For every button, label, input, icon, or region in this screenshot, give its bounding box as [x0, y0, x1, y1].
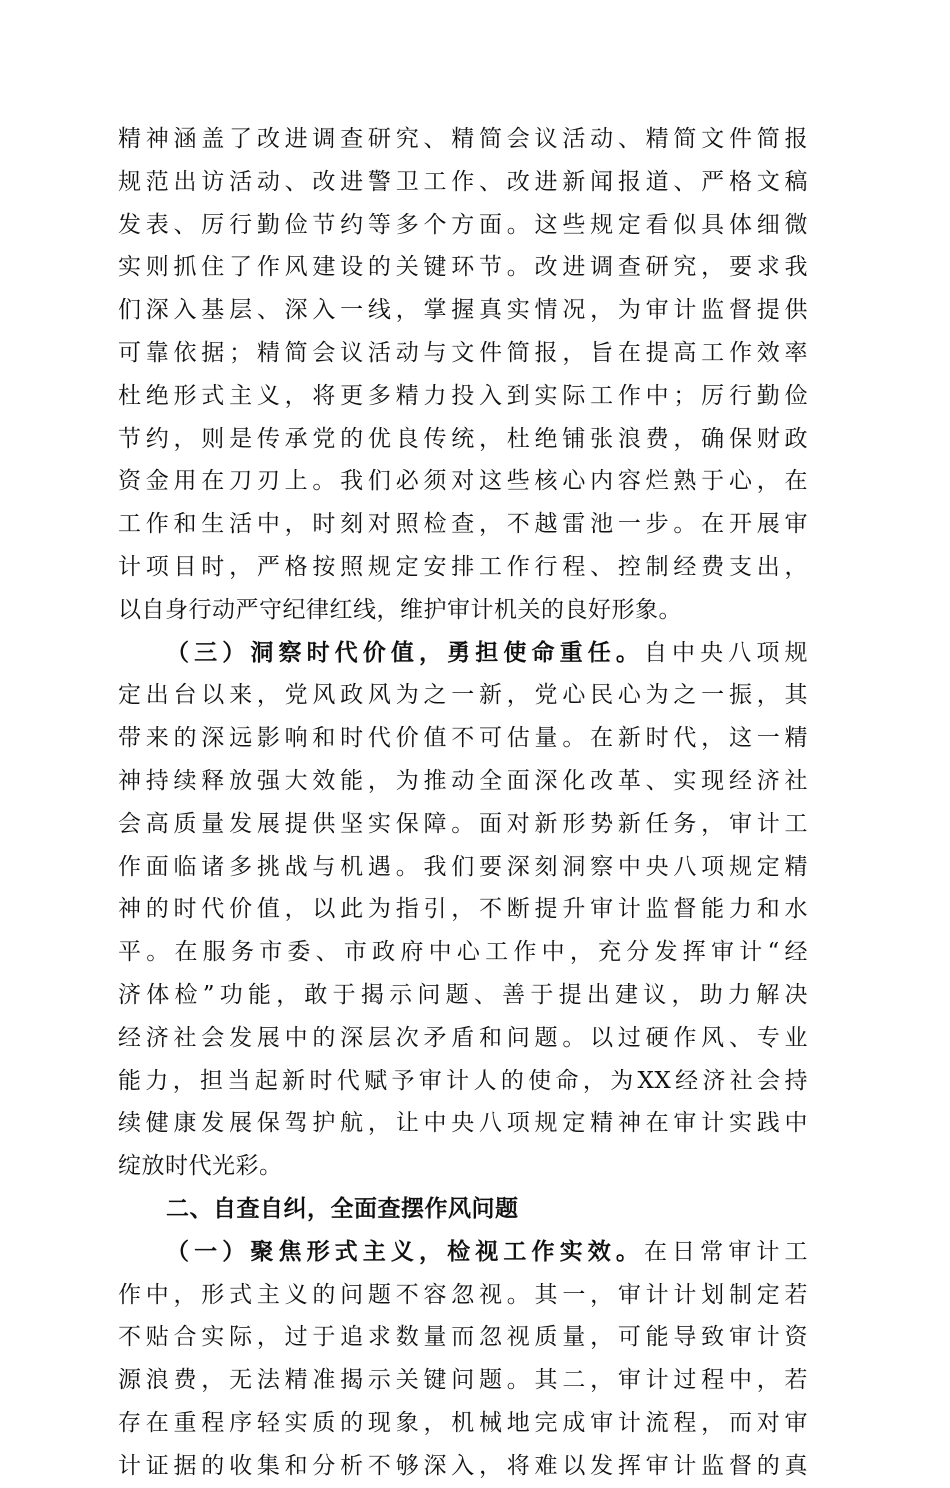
subsection-heading: （一）聚焦形式主义，检视工作实效。	[166, 1238, 644, 1265]
text-line: 经济社会发展中的深层次矛盾和问题。以过硬作风、专业	[118, 1024, 808, 1051]
text-line: 带来的深远影响和时代价值不可估量。在新时代，这一精	[118, 725, 808, 752]
text-line: 会高质量发展提供坚实保障。面对新形势新任务，审计工	[118, 810, 808, 837]
text-line: 能力，担当起新时代赋予审计人的使命，为XX经济社会持	[118, 1067, 808, 1094]
text-line: 计项目时，严格按照规定安排工作行程、控制经费支出，	[118, 553, 808, 580]
text-line: 作中，形式主义的问题不容忽视。其一，审计计划制定若	[118, 1281, 808, 1308]
text-line: 资金用在刀刃上。我们必须对这些核心内容烂熟于心，在	[118, 468, 808, 495]
text-line: 杜绝形式主义，将更多精力投入到实际工作中；厉行勤俭	[118, 382, 808, 409]
paragraph-3	[118, 1231, 808, 1488]
text-line: 发表、厉行勤俭节约等多个方面。这些规定看似具体细微	[118, 211, 808, 238]
text-line: 源浪费，无法精准揭示关键问题。其二，审计过程中，若	[118, 1367, 808, 1394]
text-line: 神的时代价值，以此为指引，不断提升审计监督能力和水	[118, 896, 808, 923]
text-line: 计证据的收集和分析不够深入，将难以发挥审计监督的真	[118, 1452, 808, 1479]
text-line: 济体检”功能，敢于揭示问题、善于提出建议，助力解决	[118, 981, 808, 1008]
document-page	[118, 118, 808, 1488]
text-line: 规范出访活动、改进警卫工作、改进新闻报道、严格文稿	[118, 168, 808, 195]
text-line: 存在重程序轻实质的现象，机械地完成审计流程，而对审	[118, 1409, 808, 1436]
text-line: 作面临诸多挑战与机遇。我们要深刻洞察中央八项规定精	[118, 853, 808, 880]
text-line: 可靠依据；精简会议活动与文件简报，旨在提高工作效率	[118, 339, 808, 366]
text-line: 平。在服务市委、市政府中心工作中，充分发挥审计“经	[118, 939, 808, 966]
section-heading: 二、自查自纠，全面查摆作风问题	[166, 1195, 519, 1222]
paragraph-first-line	[118, 1231, 808, 1274]
text-span: 自中央八项规	[643, 639, 808, 666]
text-line: 精神涵盖了改进调查研究、精简会议活动、精简文件简报	[118, 126, 808, 152]
paragraph-first-line	[118, 632, 808, 675]
text-line: 续健康发展保驾护航，让中央八项规定精神在审计实践中	[118, 1110, 808, 1137]
text-line: 实则抓住了作风建设的关键环节。改进调查研究，要求我	[118, 254, 808, 281]
text-line: 工作和生活中，时刻对照检查，不越雷池一步。在开展审	[118, 511, 808, 538]
text-line: 以自身行动严守纪律红线，维护审计机关的良好形象。	[118, 596, 682, 623]
text-span: 在日常审计工	[643, 1238, 808, 1265]
subsection-heading: （三）洞察时代价值，勇担使命重任。	[166, 639, 644, 666]
text-line: 绽放时代光彩。	[118, 1153, 283, 1180]
text-line: 节约，则是传承党的优良传统，杜绝铺张浪费，确保财政	[118, 425, 808, 452]
text-line: 不贴合实际，过于追求数量而忽视质量，可能导致审计资	[118, 1324, 808, 1351]
text-line: 们深入基层、深入一线，掌握真实情况，为审计监督提供	[118, 297, 808, 324]
text-line: 神持续释放强大效能，为推动全面深化改革、实现经济社	[118, 767, 808, 794]
text-line: 定出台以来，党风政风为之一新，党心民心为之一振，其	[118, 682, 808, 709]
paragraph-1	[118, 118, 808, 632]
paragraph-2	[118, 632, 808, 1188]
